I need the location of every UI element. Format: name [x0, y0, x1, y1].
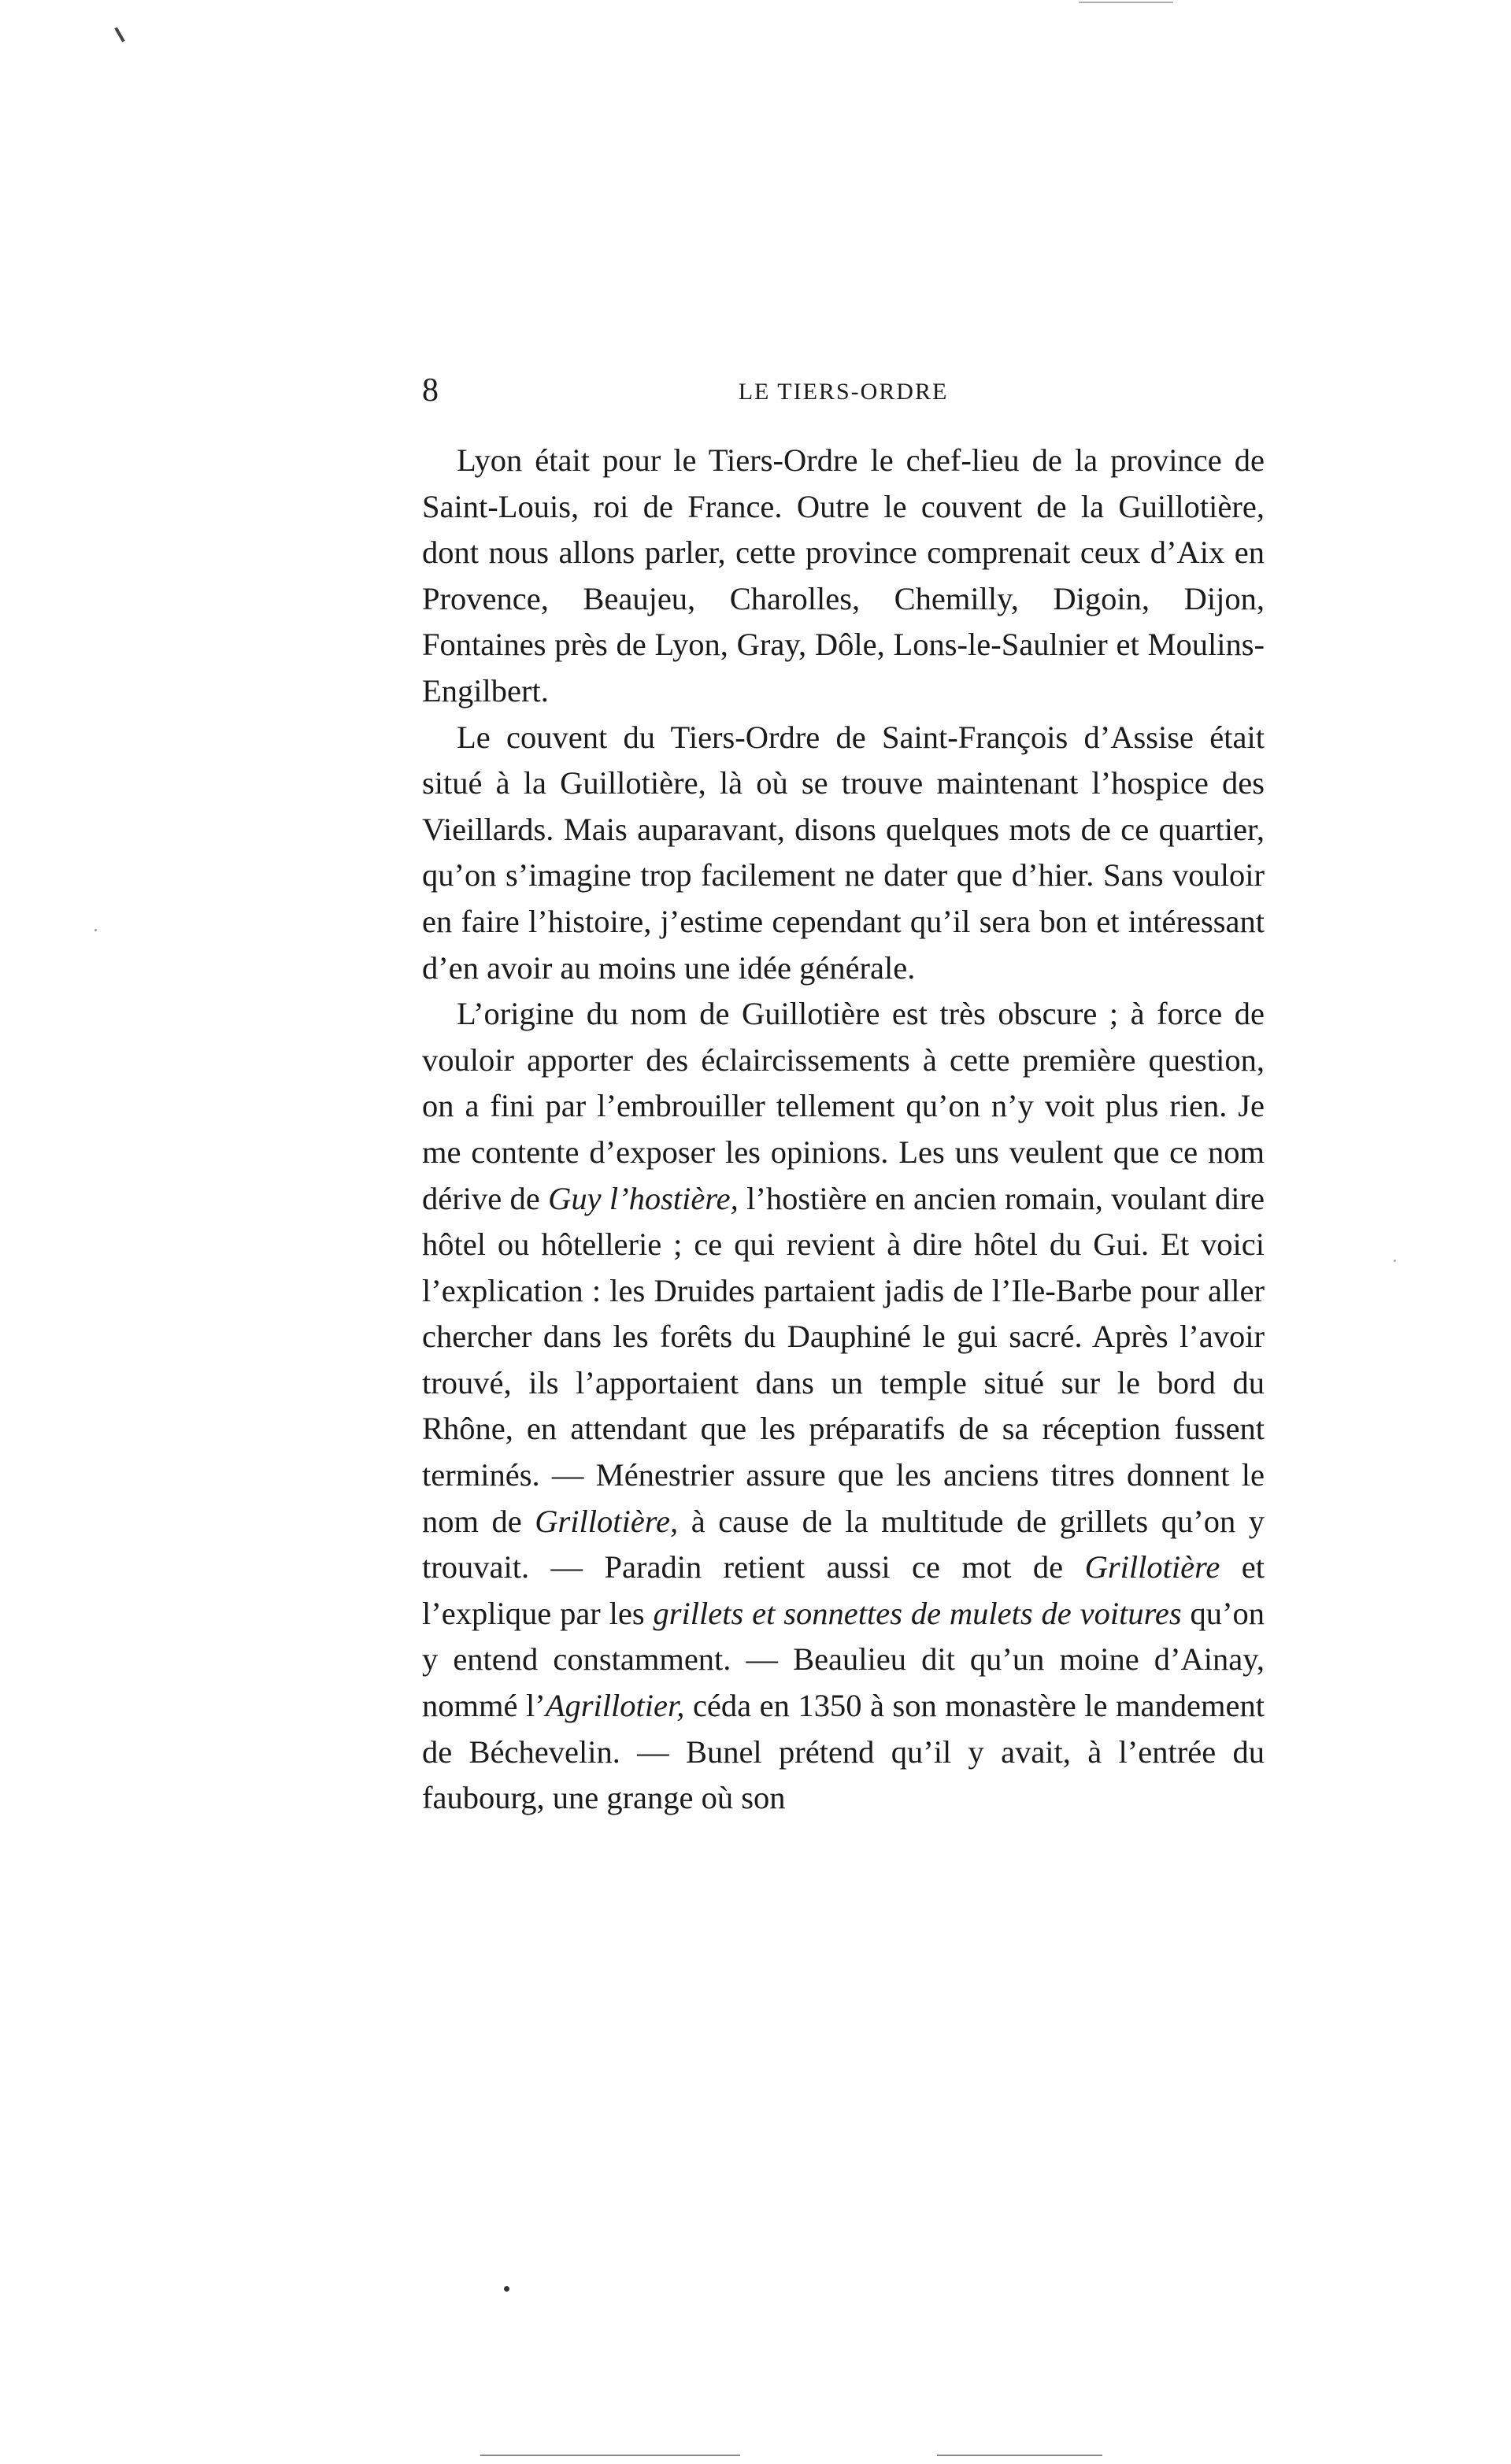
page-number: 8 — [422, 372, 439, 409]
running-head — [422, 367, 1265, 414]
italic-text: grillets et sonnettes de mulets de voitures — [653, 1595, 1182, 1631]
text-run: et l’explique par les — [422, 1549, 1265, 1631]
scan-edge-line — [1079, 2, 1173, 3]
scan-artifact-mark — [114, 27, 124, 42]
paragraph: Le couvent du Tiers-Ordre de Saint-François d’Assise était situé à la Guillotière, là où se trouve maintenant l’hospice des Vieillards. Mais auparavant, disons quelques mots de ce quartier, qu’on s’imagine trop facilement ne dater que d’hier. Sans vouloir en faire l’histoire, j’estime cependant qu’il sera bon et intéressant d’en avoir au moins une idée générale. — [422, 719, 1265, 986]
running-title: LE TIERS-ORDRE — [738, 379, 949, 405]
italic-text: Guy l’hostière, — [548, 1180, 739, 1216]
text-run: l’hostière en ancien romain, voulant dire hôtel ou hôtellerie ; ce qui revient à dire hôtel du Gui. Et voici l’explication : les Druides partaient jadis de l’Ile-Barbe pour aller chercher dans les forêts du Dauphiné le gui sacré. Après l’avoir trouvé, ils l’apportaient dans un temple situé sur le bord du Rhône, en attendant que les préparatifs de sa réception fussent terminés. — Ménestrier assure que les anciens titres donnent le nom de — [422, 1180, 1265, 1539]
italic-text: Agrillotier, — [545, 1688, 685, 1724]
paragraph — [422, 991, 1265, 1822]
text-run: à cause de la multitude de grillets qu’on y trouvait. — Paradin retient aussi ce mot de — [422, 1503, 1265, 1585]
scan-speck — [504, 2286, 509, 2292]
body-text — [422, 438, 1265, 1822]
italic-text: Grillotière — [1084, 1549, 1220, 1585]
text-run: céda en 1350 à son monastère le mandement de Béchevelin. — Bunel prétend qu’il y avait, à l’entrée du faubourg, une grange où son — [422, 1688, 1265, 1816]
italic-text: Grillotière, — [535, 1503, 679, 1539]
text-run: qu’on y entend constamment. — Beaulieu dit qu’un moine d’Ainay, nommé l’ — [422, 1595, 1265, 1724]
scan-speck — [1394, 1260, 1396, 1262]
scan-edge-line — [480, 2455, 740, 2456]
paragraph: Lyon était pour le Tiers-Ordre le chef-lieu de la province de Saint-Louis, roi de France. Outre le couvent de la Guillotière, dont nous allons parler, cette province comprenait ceux d’Aix en Provence, Beaujeu, Charolles, Chemilly, Digoin, Dijon, Fontaines près de Lyon, Gray, Dôle, Lons-le-Saulnier et Moulins-Engilbert. — [422, 442, 1265, 708]
scan-edge-line — [937, 2455, 1102, 2456]
text-run: L’origine du nom de Guillotière est très obscure ; à force de vouloir apporter des éclaircissements à cette première question, on a fini par l’embrouiller tellement qu’on n’y voit plus rien. Je me contente d’exposer les opinions. Les uns veulent que ce nom dérive de — [422, 996, 1265, 1216]
scan-speck — [94, 929, 97, 931]
